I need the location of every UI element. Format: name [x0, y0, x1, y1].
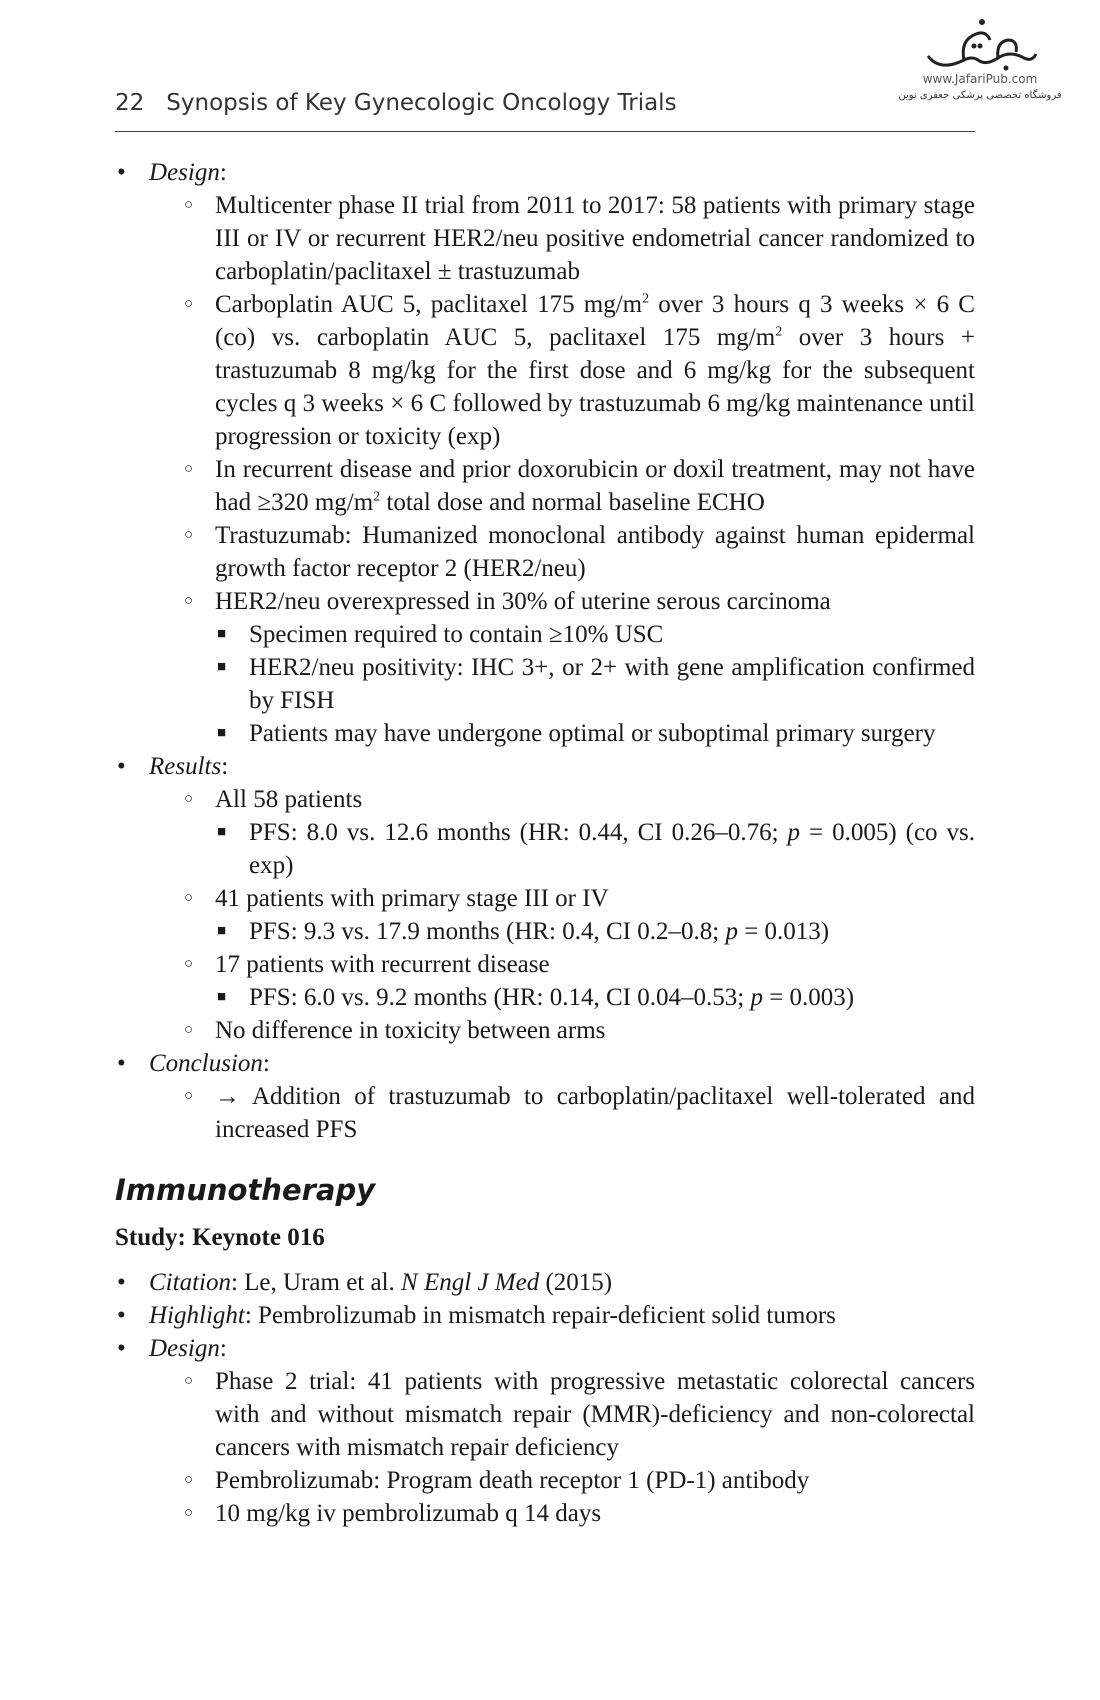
design-sublist [149, 189, 975, 750]
study-title: Study: Keynote 016 [115, 1224, 325, 1251]
book-title: Synopsis of Key Gynecologic Oncology Trials [166, 90, 677, 116]
design-item: ○ Multicenter phase II trial from 2011 to 2017: 58 patients with primary stage III or IV or recurrent HER2/neu positive endometrial cancer randomized to carboplatin/paclitaxel ± trastuzumab [149, 189, 975, 288]
pfs-result: ■ PFS: 9.3 vs. 17.9 months (HR: 0.4, CI 0.2–0.8; p = 0.013) [215, 915, 975, 948]
conclusion-label: Conclusion [149, 1050, 263, 1077]
trial-list [115, 156, 975, 1146]
her2-item: ■ Patients may have undergone optimal or suboptimal primary surgery [215, 717, 975, 750]
design-item: ○ Trastuzumab: Humanized monoclonal antibody against human epidermal growth factor receptor 2 (HER2/neu) [149, 519, 975, 585]
header-rule [115, 131, 975, 132]
results-item: ○ No difference in toxicity between arms [149, 1014, 975, 1047]
conclusion-bullet: • Conclusion: ○ → Addition of trastuzumab to carboplatin/paclitaxel well-tolerated and increased PFS [115, 1047, 975, 1146]
her2-sublist [215, 618, 975, 750]
design-item: ○ Pembrolizumab: Program death receptor 1 (PD-1) antibody [149, 1464, 975, 1497]
publisher-logo [880, 16, 1080, 126]
logo-website: www.JafariPub.com [922, 72, 1038, 86]
her2-item: ■ Specimen required to contain ≥10% USC [215, 618, 975, 651]
logo-tagline: فروشگاه تخصصی پزشکی جعفری نوین [898, 90, 1062, 101]
results-item: ○ All 58 patients ■ PFS: 8.0 vs. 12.6 months (HR: 0.44, CI 0.26–0.76; p = 0.005) (co vs. exp) [149, 783, 975, 882]
design-item: ○ In recurrent disease and prior doxorubicin or doxil treatment, may not have had ≥320 $mg/m^2$ total dose and normal baseline ECHO [149, 453, 975, 519]
pfs-result: ■ PFS: 6.0 vs. 9.2 months (HR: 0.14, CI 0.04–0.53; p = 0.003) [215, 981, 975, 1014]
results-bullet: • Results: ○ All 58 patients ■ PFS: 8.0 vs. 12.6 months (HR: 0.44, CI 0.26–0.76; p = 0.005) (co vs. exp) ○ 41 patients with primary stage III or IV ■ PFS: 9.3 vs. 17.9 months (HR: 0.4, CI 0.2–0.8; p = 0.013) ○ 17 patients with recurrent disease ■ PFS: 6.0 vs. 9.2 months (HR: 0.14, CI 0.04–0.53; p = 0.003) ○ No difference in toxicity between arms [115, 750, 975, 1047]
citation-bullet: • Citation: Le, Uram et al. N Engl J Med (2015) [115, 1266, 975, 1299]
results-label: Results [149, 753, 222, 780]
results-item: ○ 41 patients with primary stage III or IV ■ PFS: 9.3 vs. 17.9 months (HR: 0.4, CI 0.2–0.8; p = 0.013) [149, 882, 975, 948]
design-item: ○ HER2/neu overexpressed in 30% of uterine serous carcinoma ■ Specimen required to contain ≥10% USC ■ HER2/neu positivity: IHC 3+, or 2+ with gene amplification confirmed by FISH ■ Patients may have undergone optimal or suboptimal primary surgery [149, 585, 975, 750]
running-header [115, 90, 975, 116]
her2-item: ■ HER2/neu positivity: IHC 3+, or 2+ with gene amplification confirmed by FISH [215, 651, 975, 717]
design-label: Design [149, 159, 220, 186]
logo-mark-icon [920, 16, 1040, 74]
conclusion-item: ○ → Addition of trastuzumab to carboplatin/paclitaxel well-tolerated and increased PFS [149, 1080, 975, 1146]
design-item: ○ Phase 2 trial: 41 patients with progressive metastatic colorectal cancers with and without mismatch repair (MMR)-deficiency and non-colorectal cancers with mismatch repair deficiency [149, 1365, 975, 1464]
section-title: Immunotherapy [115, 1173, 376, 1207]
page-body [115, 156, 975, 1530]
results-item: ○ 17 patients with recurrent disease ■ PFS: 6.0 vs. 9.2 months (HR: 0.14, CI 0.04–0.53; p = 0.003) [149, 948, 975, 1014]
page-number: 22 [115, 90, 145, 116]
pfs-result: ■ PFS: 8.0 vs. 12.6 months (HR: 0.44, CI 0.26–0.76; p = 0.005) (co vs. exp) [215, 816, 975, 882]
design-item: ○ 10 mg/kg iv pembrolizumab q 14 days [149, 1497, 975, 1530]
design-bullet: • Design: ○ Phase 2 trial: 41 patients with progressive metastatic colorectal cancers with and without mismatch repair (MMR)-deficiency and non-colorectal cancers with mismatch repair deficiency ○ Pembrolizumab: Program death receptor 1 (PD-1) antibody ○ 10 mg/kg iv pembrolizumab q 14 days [115, 1332, 975, 1530]
results-sublist [149, 783, 975, 1047]
highlight-bullet: • Highlight: Pembrolizumab in mismatch repair-deficient solid tumors [115, 1299, 975, 1332]
design-item: ○ Carboplatin AUC 5, paclitaxel 175 $mg/m^2$ over 3 hours q 3 weeks × 6 C (co) vs. carboplatin AUC 5, paclitaxel 175 $mg/m^2$ over 3 hours + trastuzumab 8 mg/kg for the first dose and 6 mg/kg for the subsequent cycles q 3 weeks × 6 C followed by trastuzumab 6 mg/kg maintenance until progression or toxicity (exp) [149, 288, 975, 453]
design-bullet: • Design: ○ Multicenter phase II trial from 2011 to 2017: 58 patients with primary stage III or IV or recurrent HER2/neu positive endometrial cancer randomized to carboplatin/paclitaxel ± trastuzumab ○ Carboplatin AUC 5, paclitaxel 175 $mg/m^2$ over 3 hours q 3 weeks × 6 C (co) vs. carboplatin AUC 5, paclitaxel 175 $mg/m^2$ over 3 hours + trastuzumab 8 mg/kg for the first dose and 6 mg/kg for the subsequent cycles q 3 weeks × 6 C followed by trastuzumab 6 mg/kg maintenance until progression or toxicity (exp) ○ In recurrent disease and prior doxorubicin or doxil treatment, may not have had ≥320 $mg/m^2$ total dose and normal baseline ECHO ○ Trastuzumab: Humanized monoclonal antibody against human epidermal growth factor receptor 2 (HER2/neu) ○ HER2/neu overexpressed in 30% of uterine serous carcinoma ■ Specimen required to contain ≥10% USC ■ HER2/neu positivity: IHC 3+, or 2+ with gene amplification confirmed by FISH ■ Patients may have undergone optimal or suboptimal primary surgery [115, 156, 975, 750]
study-list [115, 1266, 975, 1530]
